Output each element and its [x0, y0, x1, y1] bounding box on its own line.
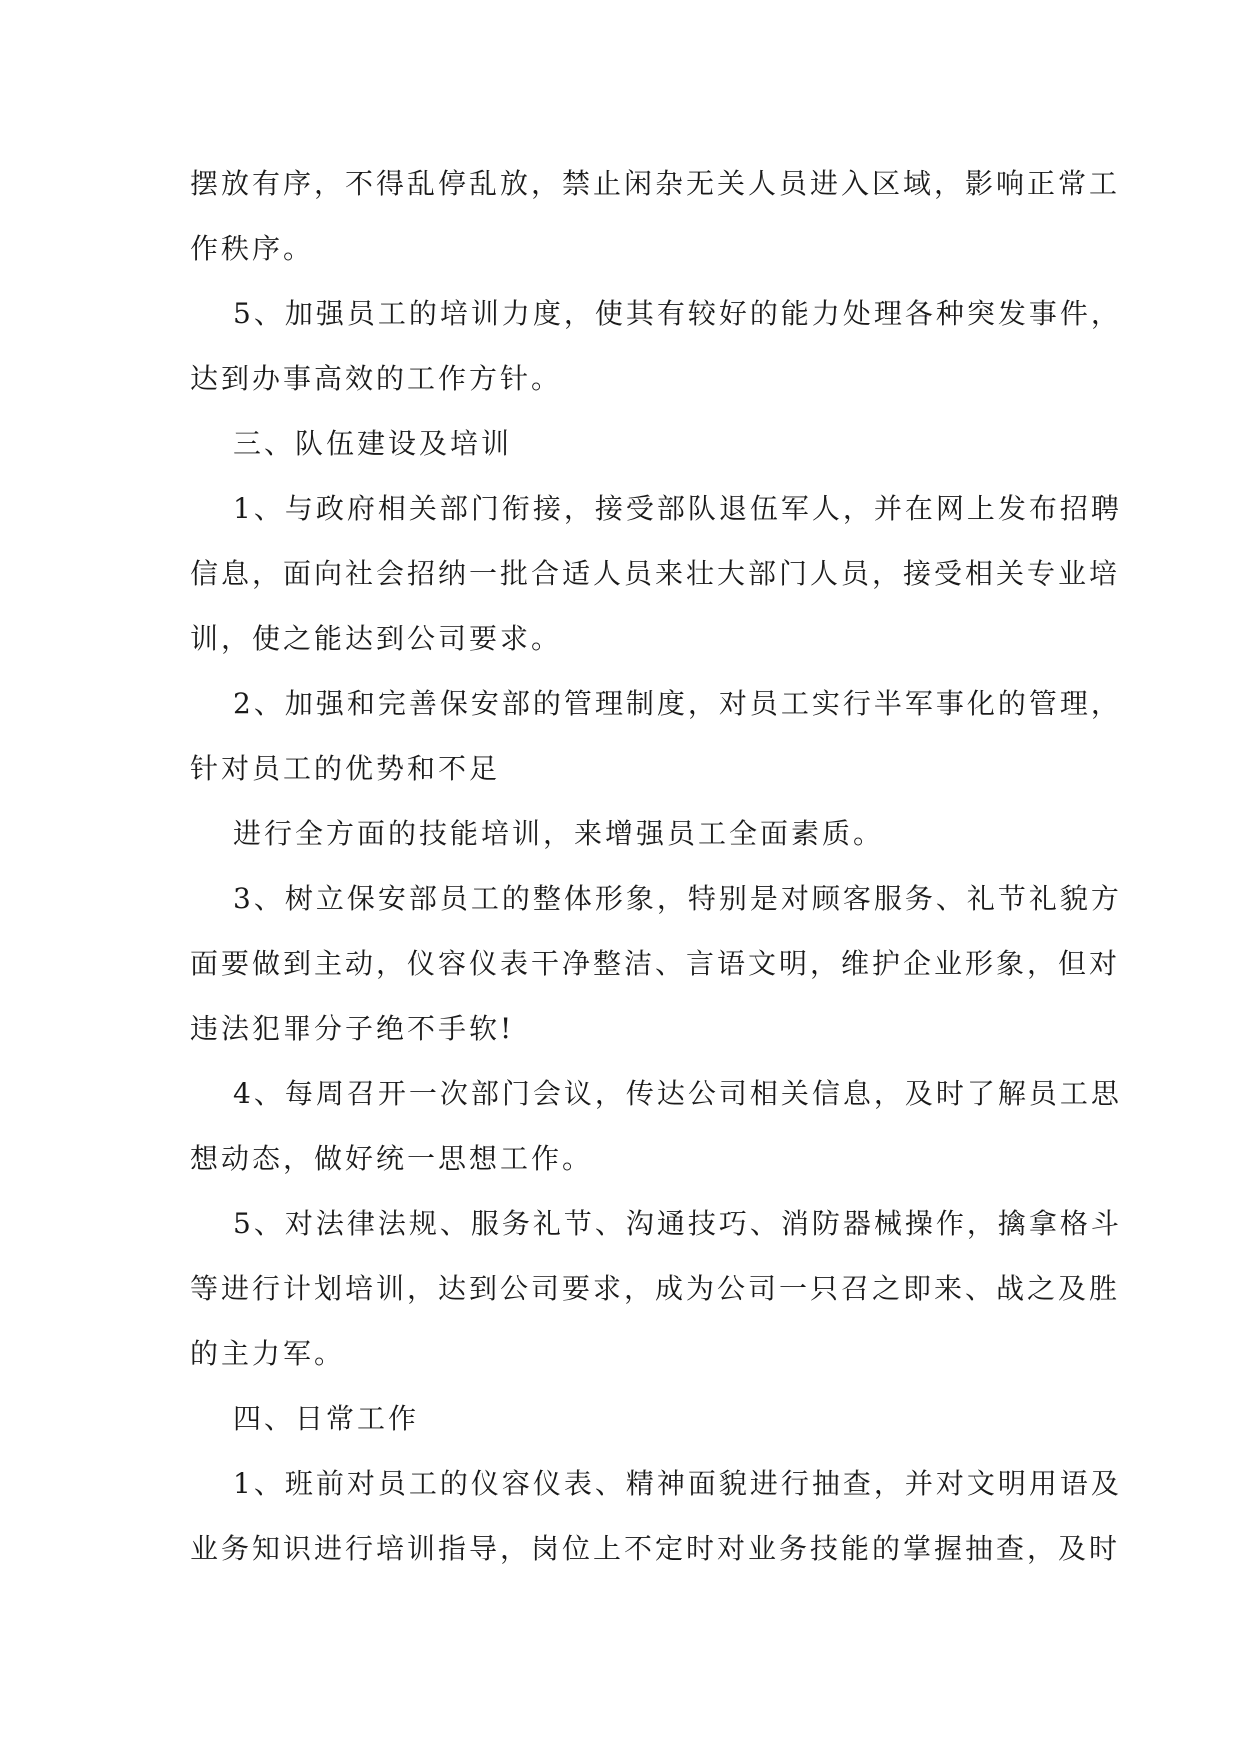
text-line: 违法犯罪分子绝不手软! [190, 1012, 515, 1045]
text-line: 信息，面向社会招纳一批合适人员来壮大部门人员，接受相关专业培 [190, 557, 1121, 590]
text-line: 业务知识进行培训指导，岗位上不定时对业务技能的掌握抽查，及时 [190, 1532, 1121, 1565]
text-line: 进行全方面的技能培训，来增强员工全面素质。 [233, 817, 885, 850]
section-heading: 三、队伍建设及培训 [233, 427, 513, 460]
text-line: 面要做到主动，仪容仪表干净整洁、言语文明，维护企业形象，但对 [190, 947, 1121, 980]
text-line: 等进行计划培训，达到公司要求，成为公司一只召之即来、战之及胜 [190, 1272, 1121, 1305]
text-line: 3、树立保安部员工的整体形象，特别是对顾客服务、礼节礼貌方 [233, 882, 1122, 915]
text-line: 作秩序。 [190, 232, 315, 265]
text-line: 5、加强员工的培训力度，使其有较好的能力处理各种突发事件， [233, 297, 1122, 330]
text-line: 达到办事高效的工作方针。 [190, 362, 563, 395]
text-line: 想动态，做好统一思想工作。 [190, 1142, 594, 1175]
text-line: 1、班前对员工的仪容仪表、精神面貌进行抽查，并对文明用语及 [233, 1467, 1122, 1500]
text-line: 4、每周召开一次部门会议，传达公司相关信息，及时了解员工思 [233, 1077, 1122, 1110]
text-line: 摆放有序，不得乱停乱放，禁止闲杂无关人员进入区域，影响正常工 [190, 167, 1121, 200]
text-line: 针对员工的优势和不足 [190, 752, 501, 785]
text-line: 5、对法律法规、服务礼节、沟通技巧、消防器械操作，擒拿格斗 [233, 1207, 1122, 1240]
text-line: 1、与政府相关部门衔接，接受部队退伍军人，并在网上发布招聘 [233, 492, 1122, 525]
text-line: 2、加强和完善保安部的管理制度，对员工实行半军事化的管理， [233, 687, 1122, 720]
section-heading: 四、日常工作 [233, 1402, 420, 1435]
text-line: 训，使之能达到公司要求。 [190, 622, 563, 655]
text-line: 的主力军。 [190, 1337, 346, 1370]
